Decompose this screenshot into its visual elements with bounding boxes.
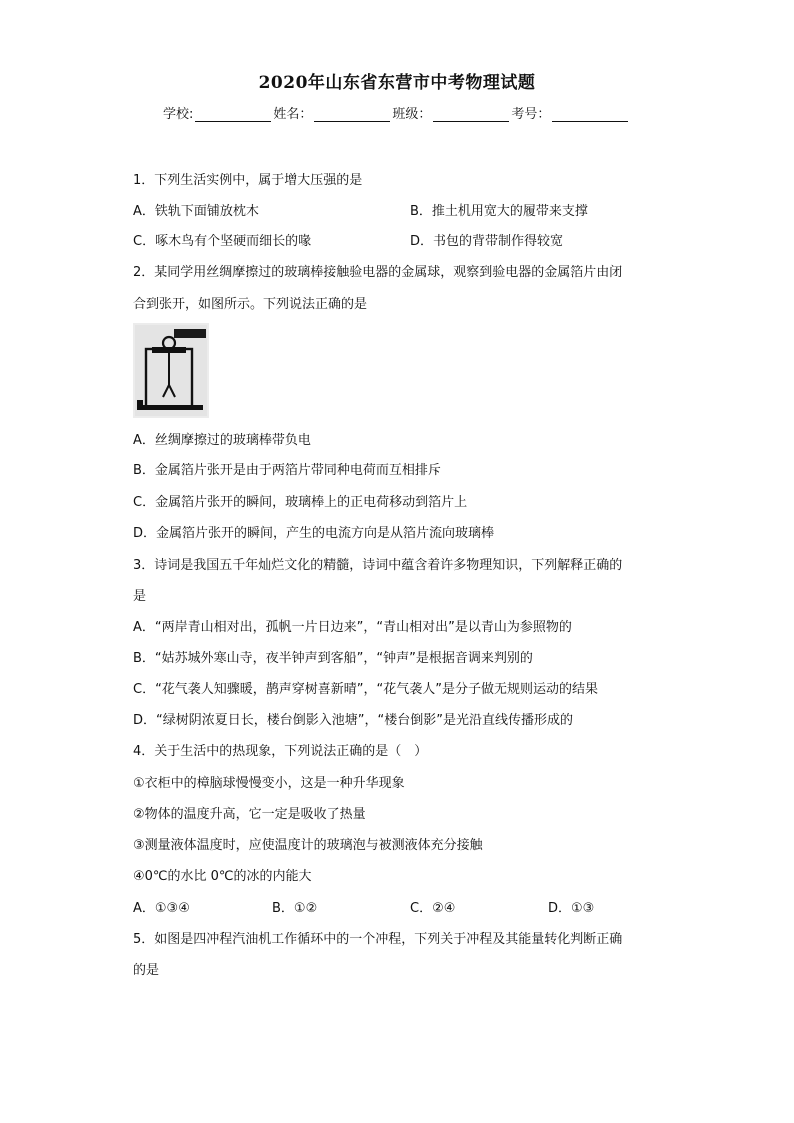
question-4-statement-1: ①衣柜中的樟脑球慢慢变小，这是一种升华现象 — [133, 776, 405, 791]
question-4-option-d: D．①③ — [548, 901, 595, 916]
school-label: 学校: — [163, 107, 194, 122]
question-3-option-c: C．“花气袭人知骤暖，鹊声穿树喜新晴”，“花气袭人”是分子做无规则运动的结果 — [133, 682, 599, 697]
question-3-option-b: B．“姑苏城外寒山寺，夜半钟声到客船”，“钟声”是根据音调来判别的 — [133, 651, 533, 666]
question-4-statement-2: ②物体的温度升高，它一定是吸收了热量 — [133, 807, 366, 822]
question-2-stem-line-2: 合到张开，如图所示。下列说法正确的是 — [133, 297, 368, 312]
name-field[interactable] — [314, 107, 390, 122]
question-4-statement-4: ④0℃的水比 0℃的冰的内能大 — [133, 869, 312, 884]
question-4-option-a: A．①③④ — [133, 901, 190, 916]
question-5-stem-line-1: 5．如图是四冲程汽油机工作循环中的一个冲程，下列关于冲程及其能量转化判断正确 — [133, 932, 623, 947]
question-4-option-b: B．①② — [272, 901, 318, 916]
question-3-option-a: A．“两岸青山相对出，孤帆一片日边来”，“青山相对出”是以青山为参照物的 — [133, 620, 572, 635]
question-2-stem-line-1: 2．某同学用丝绸摩擦过的玻璃棒接触验电器的金属球，观察到验电器的金属箔片由闭 — [133, 265, 623, 280]
question-1-option-c: C．啄木鸟有个坚硬而细长的喙 — [133, 234, 312, 249]
question-3-stem-line-1: 3．诗词是我国五千年灿烂文化的精髓，诗词中蕴含着许多物理知识，下列解释正确的 — [133, 558, 623, 573]
question-2-option-c: C．金属箔片张开的瞬间，玻璃棒上的正电荷移动到箔片上 — [133, 495, 468, 510]
question-4-statement-3: ③测量液体温度时，应使温度计的玻璃泡与被测液体充分接触 — [133, 838, 483, 853]
question-3-option-d: D．“绿树阴浓夏日长，楼台倒影入池塘”，“楼台倒影”是光沿直线传播形成的 — [133, 713, 573, 728]
school-field[interactable] — [195, 107, 271, 122]
exam-title: 2020年山东省东营市中考物理试题 — [258, 73, 536, 93]
exam-number-field[interactable] — [552, 107, 628, 122]
question-1-option-d: D．书包的背带制作得较宽 — [410, 234, 564, 249]
name-label: 姓名： — [273, 107, 313, 122]
question-2-option-d: D．金属箔片张开的瞬间，产生的电流方向是从箔片流向玻璃棒 — [133, 526, 495, 541]
class-field[interactable] — [433, 107, 509, 122]
question-4-stem: 4．关于生活中的热现象，下列说法正确的是（ ） — [133, 744, 428, 759]
student-info-row — [163, 103, 630, 122]
exam-number-label: 考号： — [511, 107, 551, 122]
question-4-option-c: C．②④ — [410, 901, 456, 916]
question-3-stem-line-2: 是 — [133, 589, 147, 604]
question-1-option-a: A．铁轨下面铺放枕木 — [133, 204, 259, 219]
question-2-option-a: A．丝绸摩擦过的玻璃棒带负电 — [133, 433, 311, 448]
question-1-stem: 1．下列生活实例中，属于增大压强的是 — [133, 173, 363, 188]
question-1-option-b: B．推土机用宽大的履带来支撑 — [410, 204, 588, 219]
question-5-stem-line-2: 的是 — [133, 963, 160, 978]
class-label: 班级： — [392, 107, 432, 122]
electroscope-figure — [133, 323, 209, 418]
question-2-option-b: B．金属箔片张开是由于两箔片带同种电荷而互相排斥 — [133, 463, 441, 478]
